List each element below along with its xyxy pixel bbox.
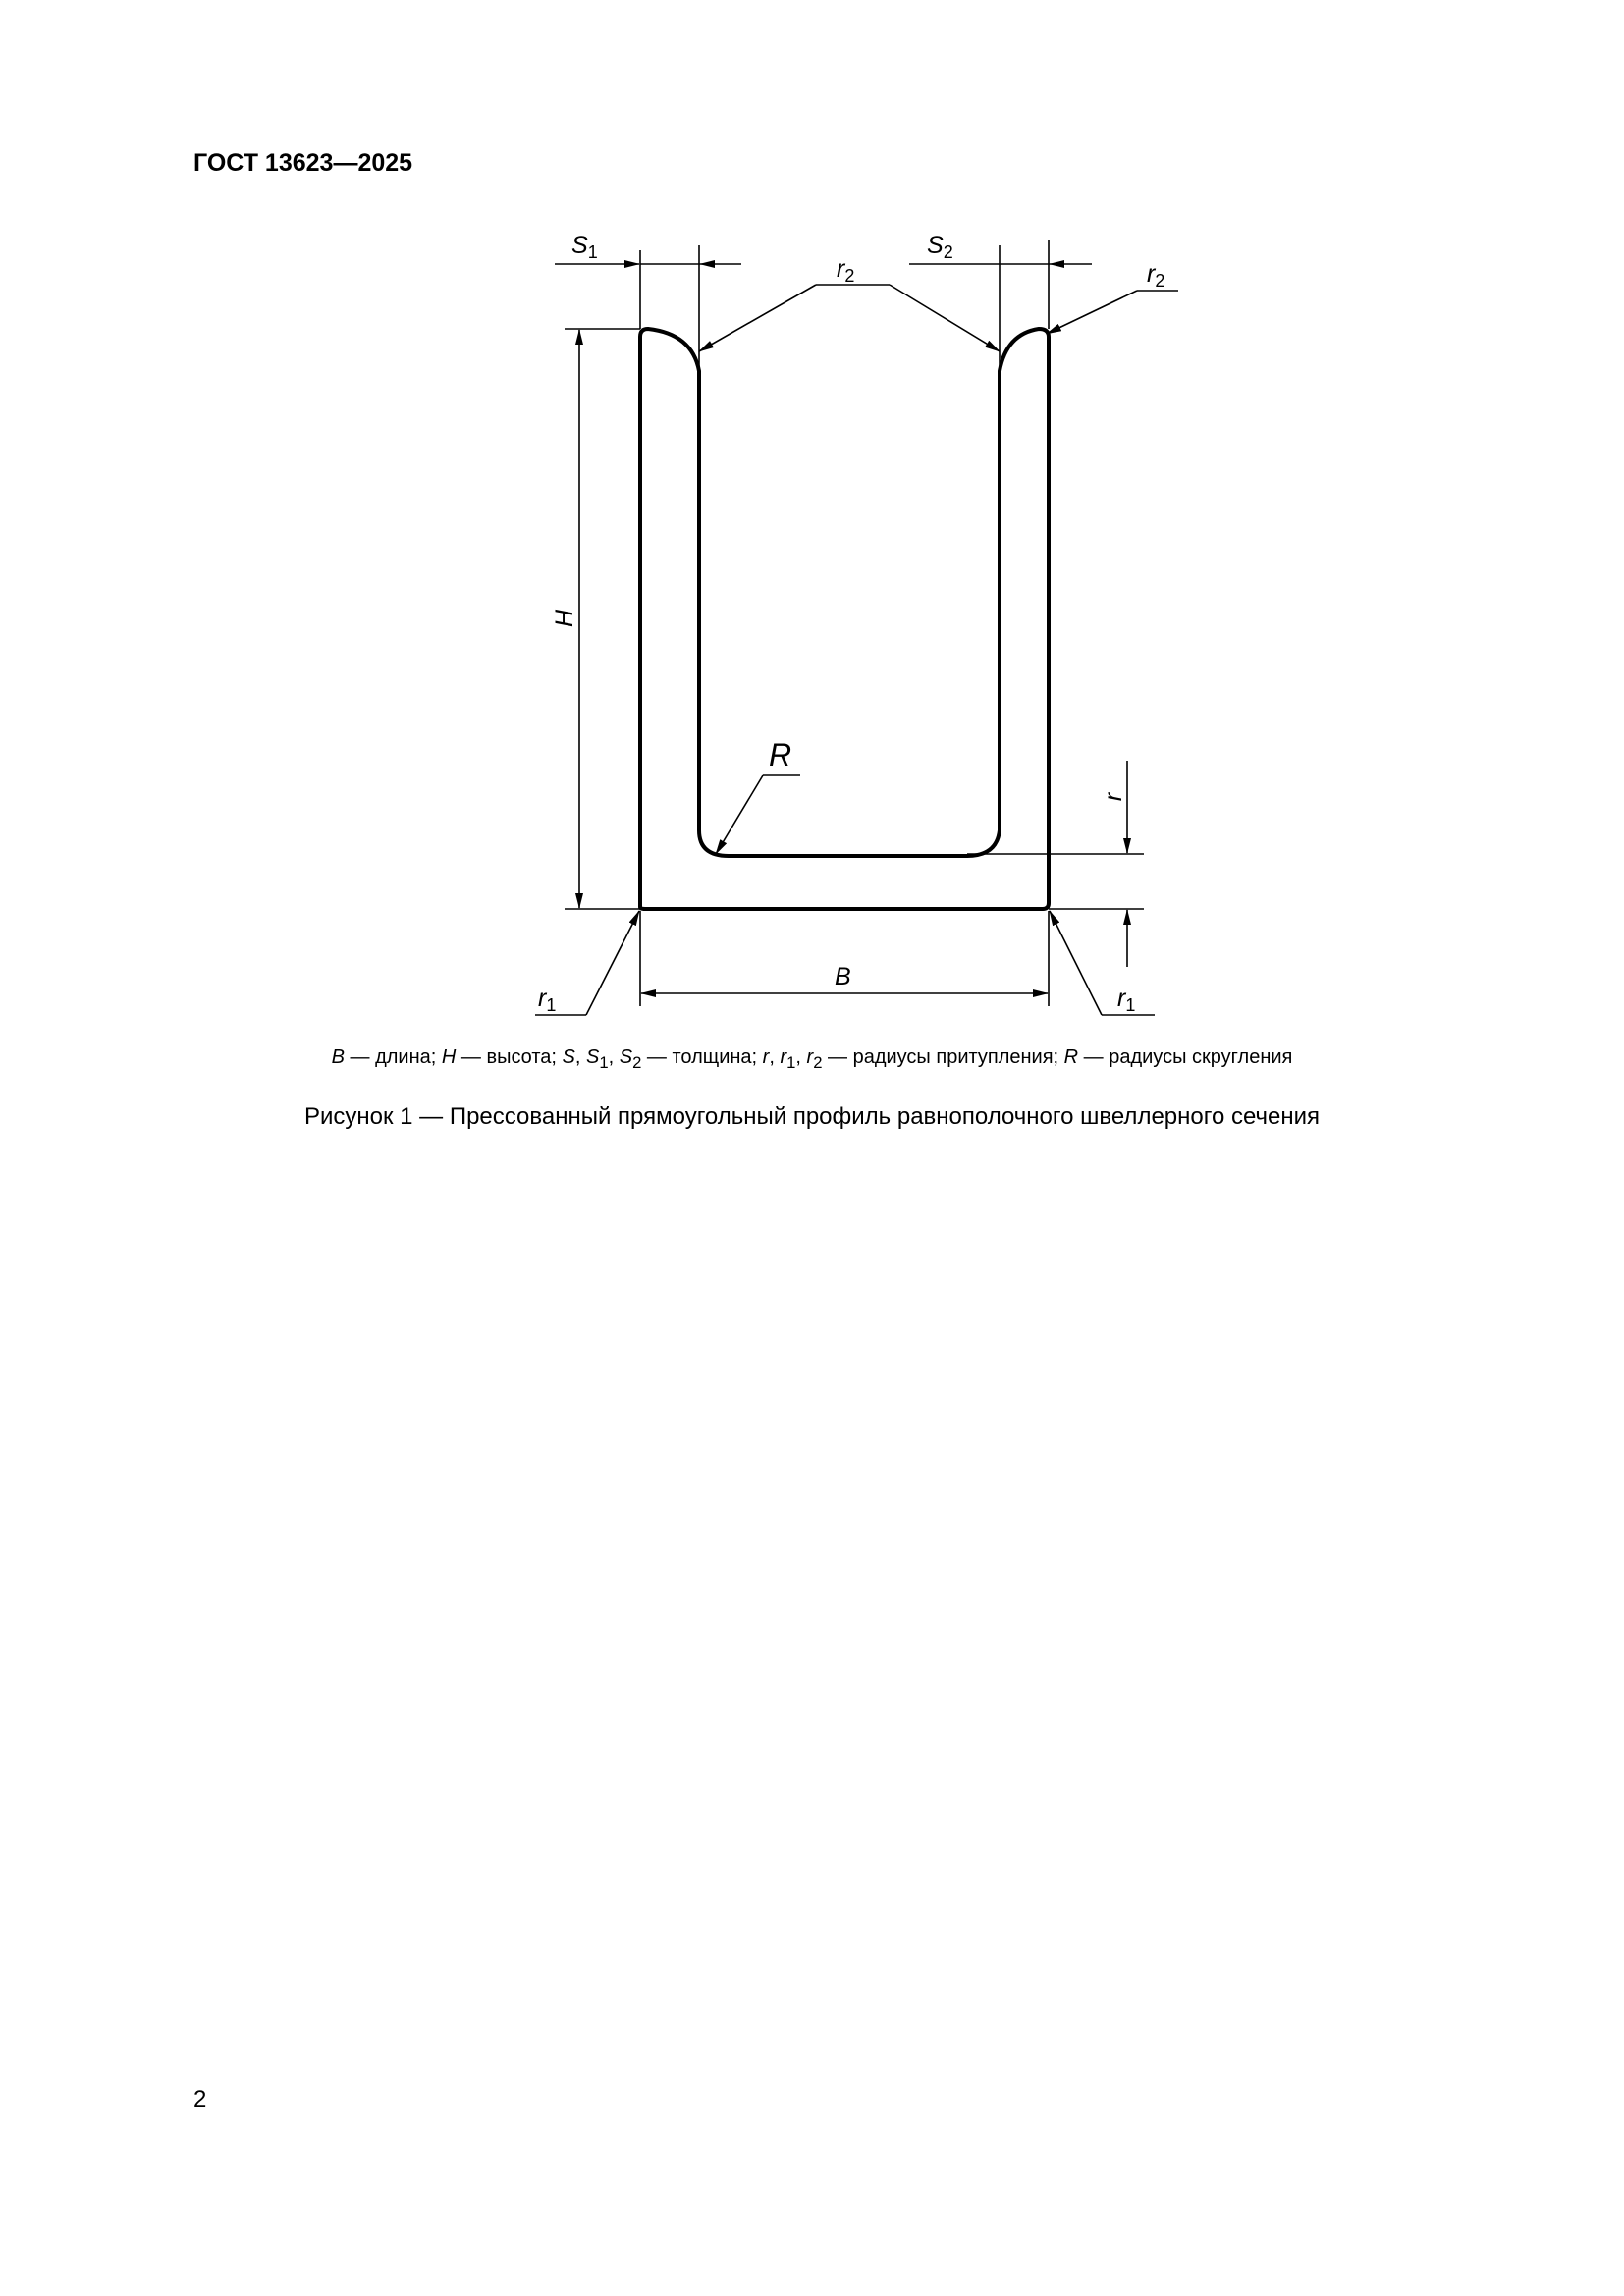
- profile-outline: [640, 329, 1049, 909]
- r1-right-label: $r_1$: [1117, 985, 1136, 1015]
- s2-label: $S_2$: [927, 232, 953, 262]
- page-number: 2: [193, 2086, 207, 2112]
- document-header: ГОСТ 13623—2025: [193, 149, 413, 177]
- r2-right-leader: [1047, 291, 1137, 334]
- b-label: B: [835, 963, 851, 990]
- figure-legend: B — длина; H — высота; S, $S_1$, $S_2$ — толщина; r, $r_1$, $r_2$ — радиусы притупления; R — радиусы скругления: [331, 1046, 1293, 1072]
- r2-leader-left: [699, 285, 816, 351]
- r1-left-label: $r_1$: [538, 985, 557, 1015]
- r1-right-leader: [1050, 911, 1102, 1015]
- h-label: H: [551, 609, 578, 628]
- r1-left-leader: [586, 911, 639, 1015]
- big-r-leader: [716, 775, 763, 854]
- channel-profile-drawing: [0, 0, 1624, 1080]
- big-r-label: R: [769, 737, 792, 773]
- small-r-label: r: [1100, 792, 1127, 802]
- r2-leader-right: [890, 285, 1000, 351]
- figure-caption: Рисунок 1 — Прессованный прямоугольный профиль равнополочного швеллерного сечения: [303, 1103, 1321, 1130]
- r2-top-label: $r_2$: [837, 255, 855, 286]
- s1-label: $S_1$: [571, 232, 598, 262]
- r2-right-label: $r_2$: [1147, 260, 1165, 291]
